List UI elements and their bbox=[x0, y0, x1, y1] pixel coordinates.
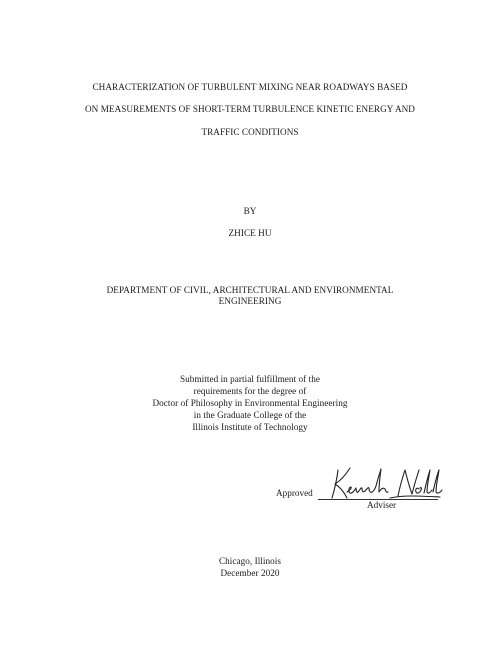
department-line-1: DEPARTMENT OF CIVIL, ARCHITECTURAL AND ENVIRONMENTAL bbox=[106, 285, 394, 295]
department-line-2: ENGINEERING bbox=[218, 296, 282, 306]
submission-line-4: in the Graduate College of the bbox=[193, 410, 307, 420]
thesis-title-line-1: CHARACTERIZATION OF TURBULENT MIXING NEAR ROADWAYS BASED bbox=[92, 82, 408, 92]
submission-line-1: Submitted in partial fulfillment of the bbox=[180, 374, 320, 384]
approved-label: Approved bbox=[276, 488, 313, 498]
author-name: ZHICE HU bbox=[228, 228, 272, 238]
adviser-label: Adviser bbox=[367, 500, 397, 510]
signature-text: Kenneth Noll bbox=[320, 462, 326, 463]
thesis-title-line-2: ON MEASUREMENTS OF SHORT-TERM TURBULENCE KINETIC ENERGY AND bbox=[84, 104, 415, 114]
location: Chicago, Illinois bbox=[218, 556, 282, 566]
submission-line-5: Illinois Institute of Technology bbox=[192, 422, 308, 432]
submission-line-2: requirements for the degree of bbox=[193, 386, 307, 396]
thesis-title-line-3: TRAFFIC CONDITIONS bbox=[201, 127, 299, 137]
submission-line-3: Doctor of Philosophy in Environmental Engineering bbox=[152, 398, 348, 408]
by-label: BY bbox=[243, 206, 257, 216]
adviser-signature bbox=[320, 462, 445, 504]
submission-date: December 2020 bbox=[220, 568, 280, 578]
